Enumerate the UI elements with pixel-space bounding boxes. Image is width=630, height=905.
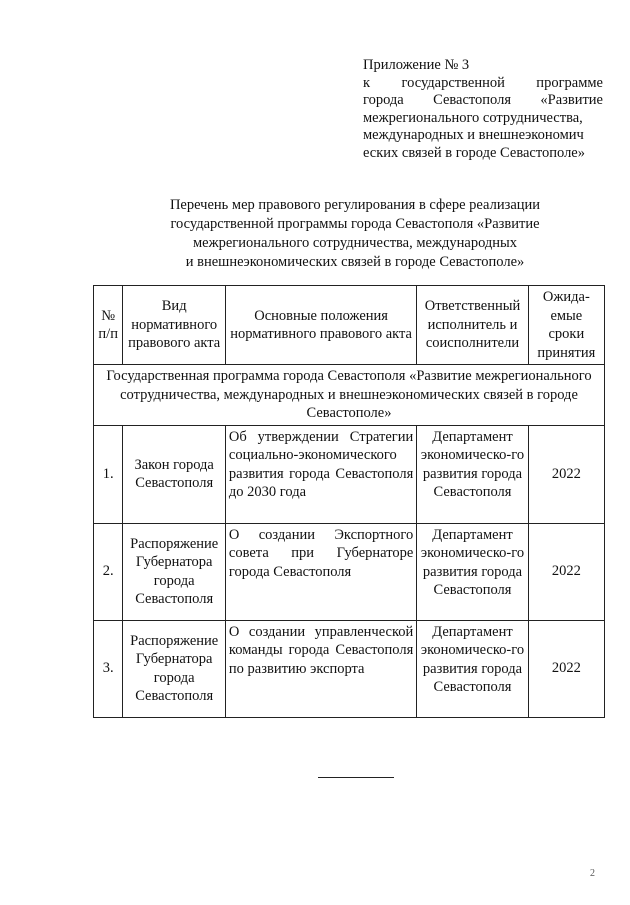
table-row — [94, 620, 605, 717]
appendix-block — [363, 57, 603, 162]
header-term: Ожида-емые сроки принятия — [528, 286, 604, 365]
cell-resp: Департамент экономическо-го развития города Севастополя — [417, 523, 528, 620]
title-line: межрегионального сотрудничества, международных — [192, 235, 518, 251]
title-line: Перечень мер правового регулирования в сфере реализации — [169, 197, 541, 213]
title-line: и внешнеэкономических связей в городе Севастополе» — [185, 254, 525, 270]
cell-type: Закон города Севастополя — [123, 425, 226, 523]
cell-main: Об утверждении Стратегии социально-экономического развития города Севастополя до 2030 года — [225, 425, 416, 523]
appendix-line: города Севастополя «Развитие — [363, 92, 603, 108]
appendix-line: Приложение № 3 — [363, 57, 470, 73]
header-type: Вид нормативного правового акта — [123, 286, 226, 365]
cell-num: 2. — [94, 523, 123, 620]
cell-type: Распоряжение Губернатора города Севастополя — [123, 523, 226, 620]
document-title — [120, 196, 590, 272]
cell-term: 2022 — [528, 425, 604, 523]
cell-num: 1. — [94, 425, 123, 523]
program-row — [94, 365, 605, 426]
table-header-row — [94, 286, 605, 365]
end-divider — [318, 777, 394, 778]
cell-resp: Департамент экономическо-го развития города Севастополя — [417, 620, 528, 717]
cell-main: О создании управленческой команды города Севастополя по развитию экспорта — [225, 620, 416, 717]
header-num: № п/п — [94, 286, 123, 365]
appendix-line: международных и внешнеэкономич — [363, 127, 584, 143]
header-main: Основные положения нормативного правового акта — [225, 286, 416, 365]
program-title-cell: Государственная программа города Севастополя «Развитие межрегионального сотрудничества, международных и внешнеэкономических связей в городе Севастополе» — [94, 365, 605, 426]
table-row — [94, 523, 605, 620]
appendix-line: межрегионального сотрудничества, — [363, 109, 583, 126]
cell-main: О создании Экспортного совета при Губернаторе города Севастополя — [225, 523, 416, 620]
page-number: 2 — [590, 868, 595, 879]
appendix-line: к государственной программе — [363, 74, 603, 91]
cell-term: 2022 — [528, 523, 604, 620]
cell-num: 3. — [94, 620, 123, 717]
cell-type: Распоряжение Губернатора города Севастополя — [123, 620, 226, 717]
title-line: государственной программы города Севастополя «Развитие — [170, 216, 540, 232]
cell-term: 2022 — [528, 620, 604, 717]
appendix-line: еских связей в городе Севастополе» — [363, 144, 585, 161]
cell-resp: Департамент экономическо-го развития города Севастополя — [417, 425, 528, 523]
table-row — [94, 425, 605, 523]
header-resp: Ответственный исполнитель и соисполнители — [417, 286, 528, 365]
measures-table — [93, 285, 605, 718]
